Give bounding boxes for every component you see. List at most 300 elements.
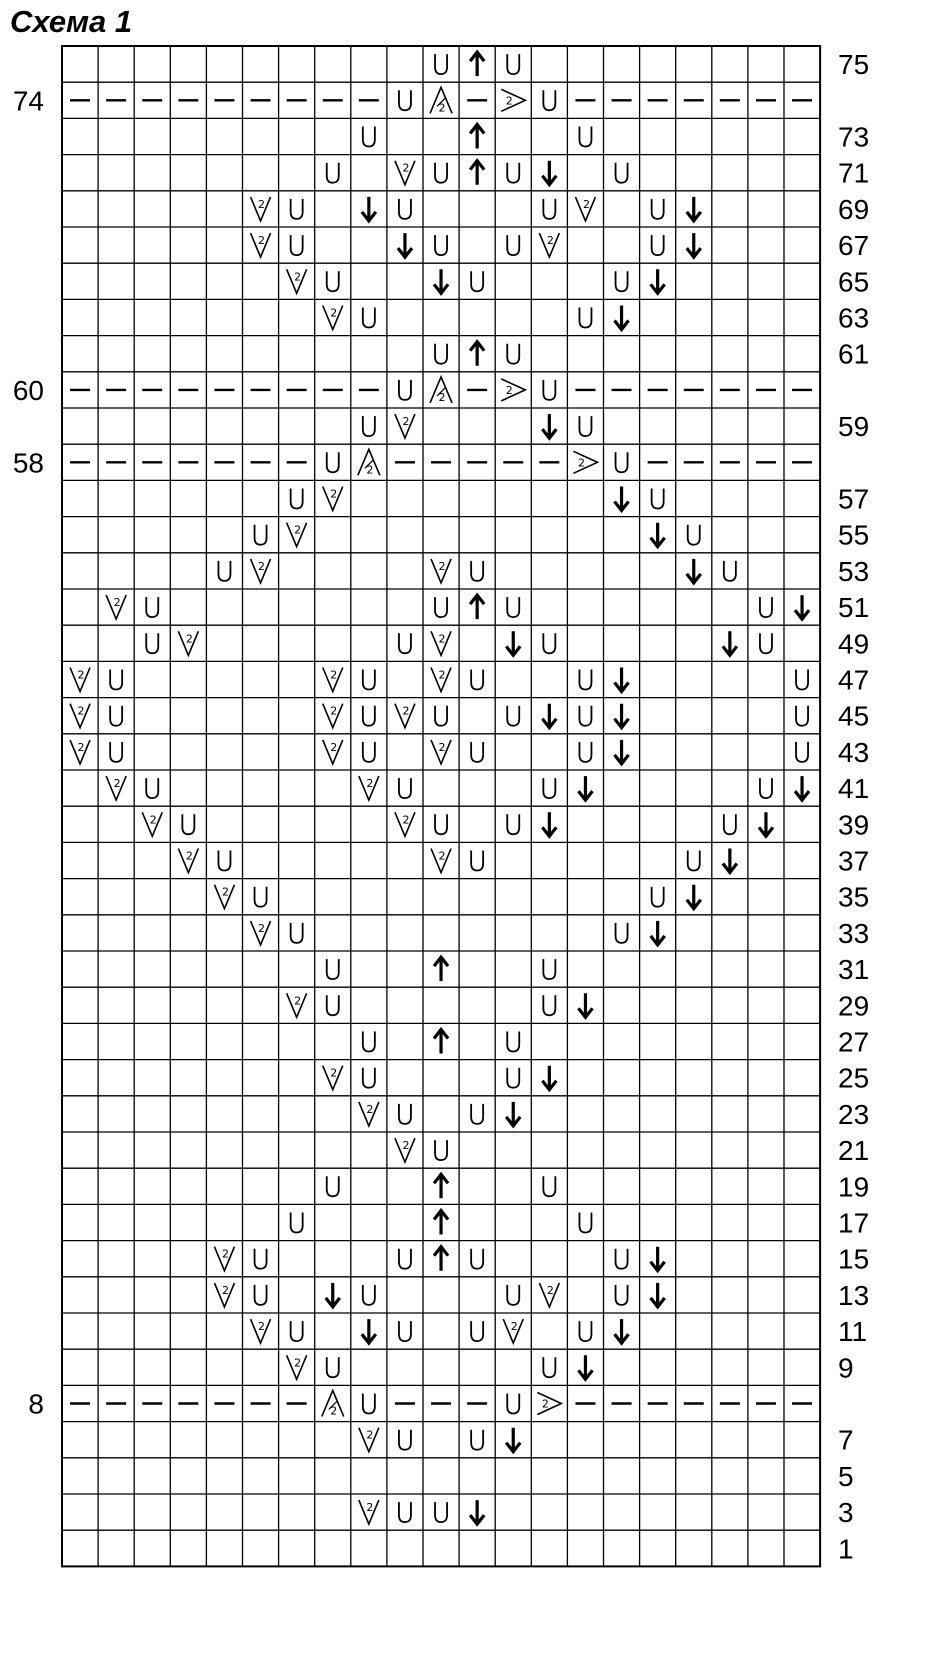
yarn-over-mark — [760, 778, 772, 798]
cell-symbol-U — [363, 127, 375, 147]
cell-symbol-U — [399, 199, 411, 219]
cell-symbol-U — [688, 525, 700, 545]
decrease-count-text: 2 — [294, 523, 302, 537]
cell-symbol-k2l — [251, 559, 271, 583]
cell-symbol-k2l — [395, 1138, 415, 1162]
row-number-label: 63 — [838, 302, 870, 334]
row-number-label: 45 — [838, 700, 870, 732]
cell-symbol-U — [435, 706, 447, 726]
decrease-count-text: 2 — [330, 668, 338, 682]
yarn-over-mark — [543, 380, 555, 400]
row-number-label: 57 — [838, 483, 870, 515]
cell-symbol-k2l — [178, 631, 198, 655]
cell-symbol-U — [399, 778, 411, 798]
cell-symbol-k2l — [251, 1319, 271, 1343]
cell-symbol-down — [578, 1355, 592, 1379]
yarn-over-mark — [435, 814, 447, 834]
cell-symbol-k2l — [323, 306, 343, 330]
row-number-label: 31 — [838, 954, 870, 986]
yarn-over-mark — [471, 742, 483, 762]
yarn-over-mark — [579, 706, 591, 726]
cell-symbol-down — [687, 233, 701, 257]
yarn-over-mark — [363, 416, 375, 436]
cell-symbol-U — [146, 597, 158, 617]
yarn-over-mark — [399, 778, 411, 798]
cell-symbol-down — [326, 1283, 340, 1307]
cell-symbol-k2l — [359, 776, 379, 800]
decrease-count-text: 2 — [330, 740, 338, 754]
cell-symbol-tri — [358, 449, 380, 476]
decrease-count-text: 2 — [366, 1428, 374, 1442]
cell-symbol-U — [182, 814, 194, 834]
yarn-over-mark — [218, 561, 230, 581]
cell-symbol-U — [435, 597, 447, 617]
cell-symbol-U — [760, 778, 772, 798]
cell-symbol-down — [615, 668, 629, 692]
row-number-label: 7 — [838, 1424, 854, 1456]
cell-symbol-k2l — [251, 197, 271, 221]
row-number-label: 25 — [838, 1062, 870, 1094]
cell-symbol-U — [327, 271, 339, 291]
decrease-count-text: 2 — [402, 704, 410, 718]
cell-symbol-k2l — [287, 993, 307, 1017]
cell-symbol-down — [651, 269, 665, 293]
cell-symbol-U — [543, 199, 555, 219]
cell-symbol-U — [579, 706, 591, 726]
cell-symbol-k2r — [573, 451, 597, 473]
decrease-count-text: 2 — [505, 94, 513, 108]
cell-symbol-U — [579, 416, 591, 436]
cell-symbol-U — [616, 452, 628, 472]
decrease-count-text: 2 — [113, 596, 121, 610]
arrow-down-mark — [542, 704, 556, 728]
decrease-count-text: 2 — [438, 632, 446, 646]
cell-symbol-k2l — [251, 921, 271, 945]
cell-symbol-U — [399, 1249, 411, 1269]
yarn-over-mark — [399, 1104, 411, 1124]
yarn-over-mark — [796, 706, 808, 726]
cell-symbol-U — [218, 561, 230, 581]
cell-symbol-U — [579, 127, 591, 147]
row-number-label: 23 — [838, 1098, 870, 1130]
row-number-label: 15 — [838, 1243, 870, 1275]
cell-symbol-down — [615, 306, 629, 330]
arrow-down-mark — [651, 1247, 665, 1271]
cell-symbol-k2l — [395, 812, 415, 836]
cell-symbol-tri — [322, 1391, 344, 1418]
arrow-down-mark — [795, 595, 809, 619]
arrow-down-mark — [795, 776, 809, 800]
cell-symbol-U — [507, 235, 519, 255]
arrow-down-mark — [578, 776, 592, 800]
cell-symbol-U — [652, 235, 664, 255]
decrease-count-text: 2 — [221, 1283, 229, 1297]
row-number-label: 75 — [838, 49, 870, 81]
arrow-down-mark — [651, 269, 665, 293]
arrow-down-mark — [398, 233, 412, 257]
cell-symbol-U — [363, 1394, 375, 1414]
cell-symbol-U — [471, 1104, 483, 1124]
cell-symbol-U — [543, 995, 555, 1015]
yarn-over-mark — [507, 54, 519, 74]
cell-symbol-k2l — [359, 1428, 379, 1452]
row-number-label: 60 — [12, 374, 44, 406]
yarn-over-mark — [543, 633, 555, 653]
cell-symbol-U — [652, 489, 664, 509]
row-number-label: 17 — [838, 1207, 870, 1239]
cell-symbol-k2l — [359, 1500, 379, 1524]
row-number-label: 8 — [28, 1388, 44, 1420]
cell-symbol-down — [506, 1102, 520, 1126]
cell-symbol-U — [796, 706, 808, 726]
arrow-down-mark — [723, 849, 737, 873]
cell-symbol-U — [543, 90, 555, 110]
yarn-over-mark — [724, 561, 736, 581]
yarn-over-mark — [579, 670, 591, 690]
cell-symbol-k2l — [142, 812, 162, 836]
cell-symbol-k2l — [287, 1355, 307, 1379]
arrow-down-mark — [326, 1283, 340, 1307]
cell-symbol-k2l — [323, 740, 343, 764]
yarn-over-mark — [471, 1430, 483, 1450]
arrow-down-mark — [542, 812, 556, 836]
cell-symbol-U — [760, 597, 772, 617]
cell-symbol-U — [471, 1430, 483, 1450]
cell-symbol-k2l — [106, 776, 126, 800]
decrease-count-text: 2 — [294, 270, 302, 284]
yarn-over-mark — [435, 597, 447, 617]
yarn-over-mark — [579, 1321, 591, 1341]
arrow-down-mark — [759, 812, 773, 836]
cell-symbol-down — [687, 197, 701, 221]
yarn-over-mark — [399, 1502, 411, 1522]
cell-symbol-U — [507, 344, 519, 364]
yarn-over-mark — [471, 271, 483, 291]
cell-symbol-down — [542, 704, 556, 728]
cell-symbol-down — [759, 812, 773, 836]
yarn-over-mark — [435, 235, 447, 255]
cell-symbol-U — [363, 1068, 375, 1088]
cell-symbol-up — [470, 52, 484, 76]
cell-symbol-k2l — [214, 1283, 234, 1307]
row-number-label: 65 — [838, 266, 870, 298]
yarn-over-mark — [616, 452, 628, 472]
cell-symbol-up — [434, 1174, 448, 1198]
cell-symbol-down — [506, 631, 520, 655]
yarn-over-mark — [543, 995, 555, 1015]
cell-symbol-U — [146, 633, 158, 653]
row-number-label: 35 — [838, 881, 870, 913]
yarn-over-mark — [363, 1068, 375, 1088]
cell-symbol-U — [291, 1213, 303, 1233]
arrow-down-mark — [615, 306, 629, 330]
arrow-up-mark — [470, 161, 484, 185]
yarn-over-mark — [327, 271, 339, 291]
cell-symbol-k2l — [106, 595, 126, 619]
yarn-over-mark — [255, 1249, 267, 1269]
cell-symbol-U — [616, 271, 628, 291]
cell-symbol-up — [470, 342, 484, 366]
cell-symbol-k2l — [70, 668, 90, 692]
yarn-over-mark — [471, 1249, 483, 1269]
yarn-over-mark — [255, 887, 267, 907]
decrease-count-text: 2 — [438, 101, 446, 115]
yarn-over-mark — [616, 163, 628, 183]
row-number-label: 27 — [838, 1026, 870, 1058]
yarn-over-mark — [796, 670, 808, 690]
yarn-over-mark — [543, 90, 555, 110]
decrease-count-text: 2 — [330, 704, 338, 718]
cell-symbol-k2l — [287, 523, 307, 547]
cell-symbol-k2l — [251, 233, 271, 257]
decrease-count-text: 2 — [402, 1139, 410, 1153]
arrow-down-mark — [615, 740, 629, 764]
yarn-over-mark — [616, 1249, 628, 1269]
yarn-over-mark — [435, 1502, 447, 1522]
decrease-count-text: 2 — [366, 463, 374, 477]
cell-symbol-U — [399, 1430, 411, 1450]
cell-symbol-U — [399, 633, 411, 653]
cell-symbol-U — [327, 163, 339, 183]
cell-symbol-U — [110, 742, 122, 762]
decrease-count-text: 2 — [510, 1320, 518, 1334]
cell-symbols — [70, 52, 812, 1524]
cell-symbol-down — [615, 1319, 629, 1343]
yarn-over-mark — [399, 1321, 411, 1341]
arrow-down-mark — [687, 559, 701, 583]
yarn-over-mark — [543, 778, 555, 798]
row-number-label: 13 — [838, 1279, 870, 1311]
cell-symbol-tri — [430, 87, 452, 114]
yarn-over-mark — [543, 1176, 555, 1196]
arrow-down-mark — [578, 1355, 592, 1379]
cell-symbol-U — [796, 742, 808, 762]
cell-symbol-U — [471, 742, 483, 762]
cell-symbol-down — [542, 161, 556, 185]
yarn-over-mark — [507, 344, 519, 364]
yarn-over-mark — [435, 54, 447, 74]
cell-symbol-U — [399, 380, 411, 400]
row-number-label: 21 — [838, 1135, 870, 1167]
yarn-over-mark — [399, 1249, 411, 1269]
row-number-label: 1 — [838, 1533, 854, 1565]
decrease-count-text: 2 — [505, 383, 513, 397]
yarn-over-mark — [796, 742, 808, 762]
cell-symbol-U — [507, 163, 519, 183]
decrease-count-text: 2 — [258, 559, 266, 573]
cell-symbol-U — [507, 706, 519, 726]
cell-symbol-down — [651, 921, 665, 945]
row-number-label: 61 — [838, 338, 870, 370]
yarn-over-mark — [327, 1357, 339, 1377]
cell-symbol-down — [615, 487, 629, 511]
decrease-count-text: 2 — [149, 813, 157, 827]
arrow-up-mark — [434, 1247, 448, 1271]
decrease-count-text: 2 — [438, 668, 446, 682]
cell-symbol-U — [399, 1321, 411, 1341]
cell-symbol-U — [435, 1502, 447, 1522]
decrease-count-text: 2 — [366, 1102, 374, 1116]
yarn-over-mark — [363, 1032, 375, 1052]
cell-symbol-U — [543, 778, 555, 798]
yarn-over-mark — [543, 1357, 555, 1377]
row-number-label: 73 — [838, 121, 870, 153]
decrease-count-text: 2 — [113, 777, 121, 791]
yarn-over-mark — [507, 1394, 519, 1414]
cell-symbol-U — [616, 923, 628, 943]
yarn-over-mark — [435, 1140, 447, 1160]
cell-symbol-k2l — [431, 559, 451, 583]
yarn-over-mark — [724, 814, 736, 834]
row-number-label: 55 — [838, 519, 870, 551]
cell-symbol-down — [651, 523, 665, 547]
yarn-over-mark — [760, 633, 772, 653]
cell-symbol-U — [724, 814, 736, 834]
row-number-label: 39 — [838, 809, 870, 841]
yarn-over-mark — [146, 597, 158, 617]
arrow-down-mark — [362, 197, 376, 221]
cell-symbol-down — [578, 776, 592, 800]
cell-symbol-U — [327, 1176, 339, 1196]
row-number-label: 51 — [838, 592, 870, 624]
decrease-count-text: 2 — [366, 777, 374, 791]
decrease-count-text: 2 — [258, 1320, 266, 1334]
decrease-count-text: 2 — [546, 1283, 554, 1297]
cell-symbol-U — [543, 380, 555, 400]
cell-symbol-down — [434, 269, 448, 293]
yarn-over-mark — [327, 1176, 339, 1196]
cell-symbol-k2r — [501, 379, 525, 401]
cell-symbol-U — [435, 344, 447, 364]
cell-symbol-U — [363, 706, 375, 726]
cell-symbol-U — [327, 452, 339, 472]
cell-symbol-U — [760, 633, 772, 653]
cell-symbol-U — [363, 416, 375, 436]
cell-symbol-k2l — [323, 704, 343, 728]
cell-symbol-k2l — [359, 1102, 379, 1126]
yarn-over-mark — [399, 380, 411, 400]
cell-symbol-down — [542, 812, 556, 836]
cell-symbol-U — [399, 90, 411, 110]
yarn-over-mark — [507, 814, 519, 834]
decrease-count-text: 2 — [258, 197, 266, 211]
arrow-down-mark — [506, 631, 520, 655]
yarn-over-mark — [399, 1430, 411, 1450]
yarn-over-mark — [652, 887, 664, 907]
yarn-over-mark — [146, 778, 158, 798]
cell-symbol-U — [507, 1285, 519, 1305]
cell-symbol-U — [796, 670, 808, 690]
cell-symbol-U — [435, 235, 447, 255]
cell-symbol-down — [615, 704, 629, 728]
cell-symbol-U — [363, 1032, 375, 1052]
decrease-count-text: 2 — [294, 994, 302, 1008]
yarn-over-mark — [579, 1213, 591, 1233]
cell-symbol-U — [579, 308, 591, 328]
cell-symbol-U — [255, 1285, 267, 1305]
yarn-over-mark — [507, 235, 519, 255]
decrease-count-text: 2 — [330, 1404, 338, 1418]
yarn-over-mark — [363, 670, 375, 690]
yarn-over-mark — [543, 959, 555, 979]
yarn-over-mark — [146, 633, 158, 653]
cell-symbol-U — [363, 308, 375, 328]
cell-symbol-U — [543, 633, 555, 653]
yarn-over-mark — [291, 235, 303, 255]
cell-symbol-U — [110, 670, 122, 690]
yarn-over-mark — [291, 1213, 303, 1233]
cell-symbol-tri — [430, 377, 452, 404]
cell-symbol-down — [723, 631, 737, 655]
cell-symbol-k2l — [431, 668, 451, 692]
row-number-label: 37 — [838, 845, 870, 877]
cell-symbol-U — [471, 271, 483, 291]
cell-symbol-up — [470, 125, 484, 149]
yarn-over-mark — [363, 127, 375, 147]
cell-symbol-U — [471, 561, 483, 581]
row-number-label: 41 — [838, 773, 870, 805]
cell-symbol-U — [543, 1176, 555, 1196]
arrow-down-mark — [470, 1500, 484, 1524]
cell-symbol-U — [543, 959, 555, 979]
chart-title: Схема 1 — [10, 4, 133, 39]
yarn-over-mark — [652, 235, 664, 255]
cell-symbol-k2l — [431, 849, 451, 873]
cell-symbol-k2l — [323, 487, 343, 511]
cell-symbol-k2l — [395, 161, 415, 185]
cell-symbol-U — [255, 1249, 267, 1269]
cell-symbol-k2r — [537, 1393, 561, 1415]
cell-symbol-U — [507, 597, 519, 617]
decrease-count-text: 2 — [546, 234, 554, 248]
cell-symbol-U — [110, 706, 122, 726]
cell-symbol-up — [434, 1211, 448, 1235]
row-number-label: 74 — [12, 85, 44, 117]
arrow-up-mark — [434, 1030, 448, 1054]
yarn-over-mark — [435, 344, 447, 364]
yarn-over-mark — [471, 1321, 483, 1341]
cell-symbol-U — [255, 887, 267, 907]
cell-symbol-U — [327, 1357, 339, 1377]
row-number-label: 67 — [838, 230, 870, 262]
yarn-over-mark — [291, 1321, 303, 1341]
cell-symbol-down — [506, 1428, 520, 1452]
cell-symbol-U — [399, 1502, 411, 1522]
cell-symbol-U — [471, 1249, 483, 1269]
cell-symbol-k2l — [70, 704, 90, 728]
cell-symbol-down — [398, 233, 412, 257]
cell-symbol-down — [470, 1500, 484, 1524]
row-number-label: 33 — [838, 917, 870, 949]
arrow-up-mark — [434, 1211, 448, 1235]
yarn-over-mark — [291, 923, 303, 943]
yarn-over-mark — [616, 271, 628, 291]
decrease-count-text: 2 — [330, 487, 338, 501]
cell-symbol-up — [470, 161, 484, 185]
yarn-over-mark — [507, 163, 519, 183]
yarn-over-mark — [327, 995, 339, 1015]
cell-symbol-U — [652, 887, 664, 907]
row-number-label: 9 — [838, 1352, 854, 1384]
yarn-over-mark — [616, 923, 628, 943]
cell-symbol-up — [434, 1030, 448, 1054]
yarn-over-mark — [218, 851, 230, 871]
arrow-up-mark — [434, 957, 448, 981]
decrease-count-text: 2 — [330, 306, 338, 320]
decrease-count-text: 2 — [438, 740, 446, 754]
cell-symbol-U — [435, 163, 447, 183]
row-number-label: 29 — [838, 990, 870, 1022]
